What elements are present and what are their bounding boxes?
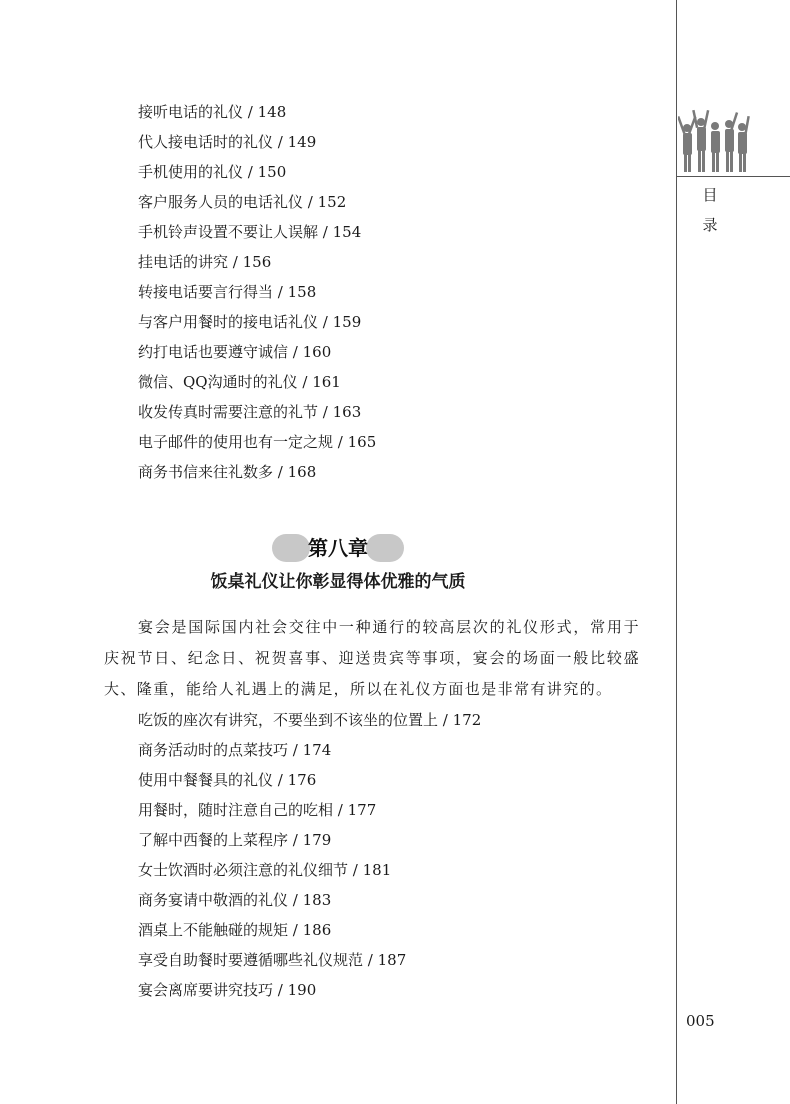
toc-entry-page: 177 bbox=[347, 801, 377, 819]
toc-list-chapter-eight bbox=[138, 705, 481, 1005]
chapter-badge bbox=[272, 533, 404, 563]
toc-entry[interactable]: 享受自助餐时要遵循哪些礼仪规范 / 187 bbox=[138, 951, 407, 969]
toc-entry-page: 159 bbox=[332, 313, 362, 331]
toc-entry-title: 接听电话的礼仪 bbox=[138, 103, 244, 121]
toc-entry-page: 187 bbox=[377, 951, 407, 969]
toc-entry-title: 代人接电话时的礼仪 bbox=[138, 133, 274, 151]
toc-entry-title: 享受自助餐时要遵循哪些礼仪规范 bbox=[138, 951, 364, 969]
toc-entry-title: 用餐时，随时注意自己的吃相 bbox=[138, 801, 334, 819]
toc-entry[interactable]: 手机铃声设置不要让人误解 / 154 bbox=[138, 223, 362, 241]
toc-entry-page: 190 bbox=[287, 981, 317, 999]
chapter-heading bbox=[0, 533, 676, 563]
toc-entry-page: 183 bbox=[302, 891, 332, 909]
toc-entry-title: 收发传真时需要注意的礼节 bbox=[138, 403, 319, 421]
chapter-badge-left-ornament bbox=[272, 534, 310, 562]
toc-entry-title: 挂电话的讲究 bbox=[138, 253, 229, 271]
toc-entry-page: 150 bbox=[257, 163, 287, 181]
toc-entry-title: 女士饮酒时必须注意的礼仪细节 bbox=[138, 861, 349, 879]
toc-entry-page: 163 bbox=[332, 403, 362, 421]
toc-entry-page: 161 bbox=[312, 373, 341, 391]
margin-horizontal-rule bbox=[676, 176, 790, 177]
chapter-label: 第八章 bbox=[308, 536, 368, 560]
toc-entry-page: 172 bbox=[452, 711, 482, 729]
toc-entry[interactable]: 女士饮酒时必须注意的礼仪细节 / 181 bbox=[138, 861, 392, 879]
toc-entry[interactable]: 酒桌上不能触碰的规矩 / 186 bbox=[138, 921, 332, 939]
toc-entry-title: 与客户用餐时的接电话礼仪 bbox=[138, 313, 319, 331]
toc-entry-title: 电子邮件的使用也有一定之规 bbox=[138, 433, 334, 451]
toc-entry[interactable]: 代人接电话时的礼仪 / 149 bbox=[138, 133, 317, 151]
page-number: 005 bbox=[686, 1012, 715, 1030]
toc-entry-page: 156 bbox=[242, 253, 272, 271]
toc-entry-title: 微信、QQ沟通时的礼仪 bbox=[138, 373, 298, 391]
toc-entry-title: 酒桌上不能触碰的规矩 bbox=[138, 921, 289, 939]
toc-entry-title: 商务宴请中敬酒的礼仪 bbox=[138, 891, 289, 909]
chapter-badge-right-ornament bbox=[366, 534, 404, 562]
toc-entry-title: 客户服务人员的电话礼仪 bbox=[138, 193, 304, 211]
toc-entry-title: 转接电话要言行得当 bbox=[138, 283, 274, 301]
toc-entry[interactable]: 与客户用餐时的接电话礼仪 / 159 bbox=[138, 313, 362, 331]
toc-entry[interactable]: 电子邮件的使用也有一定之规 / 165 bbox=[138, 433, 377, 451]
toc-entry[interactable]: 接听电话的礼仪 / 148 bbox=[138, 103, 287, 121]
toc-entry-title: 手机铃声设置不要让人误解 bbox=[138, 223, 319, 241]
toc-entry-title: 约打电话也要遵守诚信 bbox=[138, 343, 289, 361]
sidebar-section-label: 目录 bbox=[702, 186, 718, 234]
toc-entry[interactable]: 了解中西餐的上菜程序 / 179 bbox=[138, 831, 332, 849]
toc-entry[interactable]: 宴会离席要讲究技巧 / 190 bbox=[138, 981, 317, 999]
toc-entry-title: 使用中餐餐具的礼仪 bbox=[138, 771, 274, 789]
toc-entry[interactable]: 手机使用的礼仪 / 150 bbox=[138, 163, 287, 181]
toc-entry[interactable]: 客户服务人员的电话礼仪 / 152 bbox=[138, 193, 347, 211]
toc-entry-title: 商务书信来往礼数多 bbox=[138, 463, 274, 481]
margin-vertical-rule bbox=[676, 0, 677, 1104]
toc-entry-page: 168 bbox=[287, 463, 317, 481]
toc-entry[interactable]: 微信、QQ沟通时的礼仪 / 161 bbox=[138, 373, 341, 391]
toc-entry-page: 149 bbox=[287, 133, 317, 151]
toc-list-previous-chapter bbox=[138, 97, 376, 487]
toc-entry[interactable]: 约打电话也要遵守诚信 / 160 bbox=[138, 343, 332, 361]
toc-entry-title: 商务活动时的点菜技巧 bbox=[138, 741, 289, 759]
toc-entry-page: 165 bbox=[347, 433, 377, 451]
toc-entry-page: 186 bbox=[302, 921, 332, 939]
toc-entry-page: 158 bbox=[287, 283, 317, 301]
toc-entry-page: 174 bbox=[302, 741, 332, 759]
toc-entry[interactable]: 挂电话的讲究 / 156 bbox=[138, 253, 272, 271]
cheering-people-silhouette-icon bbox=[678, 108, 750, 174]
toc-entry-page: 148 bbox=[257, 103, 287, 121]
toc-entry[interactable]: 商务活动时的点菜技巧 / 174 bbox=[138, 741, 332, 759]
toc-entry-page: 181 bbox=[362, 861, 392, 879]
toc-entry-title: 了解中西餐的上菜程序 bbox=[138, 831, 289, 849]
toc-entry[interactable]: 商务宴请中敬酒的礼仪 / 183 bbox=[138, 891, 332, 909]
toc-entry-page: 154 bbox=[332, 223, 362, 241]
toc-entry-page: 179 bbox=[302, 831, 332, 849]
toc-entry[interactable]: 用餐时，随时注意自己的吃相 / 177 bbox=[138, 801, 377, 819]
toc-entry-page: 152 bbox=[317, 193, 347, 211]
toc-entry-title: 手机使用的礼仪 bbox=[138, 163, 244, 181]
toc-entry[interactable]: 商务书信来往礼数多 / 168 bbox=[138, 463, 317, 481]
toc-entry[interactable]: 收发传真时需要注意的礼节 / 163 bbox=[138, 403, 362, 421]
toc-entry[interactable]: 吃饭的座次有讲究，不要坐到不该坐的位置上 / 172 bbox=[138, 711, 482, 729]
toc-entry-page: 160 bbox=[302, 343, 332, 361]
toc-entry[interactable]: 转接电话要言行得当 / 158 bbox=[138, 283, 317, 301]
toc-entry-title: 吃饭的座次有讲究，不要坐到不该坐的位置上 bbox=[138, 711, 439, 729]
toc-entry-page: 176 bbox=[287, 771, 317, 789]
chapter-title: 饭桌礼仪让你彰显得体优雅的气质 bbox=[210, 572, 466, 592]
chapter-intro-paragraph: 宴会是国际国内社会交往中一种通行的较高层次的礼仪形式，常用于庆祝节日、纪念日、祝贺喜事、迎送贵宾等事项，宴会的场面一般比较盛大、隆重，能给人礼遇上的满足，所以在礼仪方面也是非常有讲究的。 bbox=[104, 618, 640, 698]
toc-entry-title: 宴会离席要讲究技巧 bbox=[138, 981, 274, 999]
toc-entry[interactable]: 使用中餐餐具的礼仪 / 176 bbox=[138, 771, 317, 789]
